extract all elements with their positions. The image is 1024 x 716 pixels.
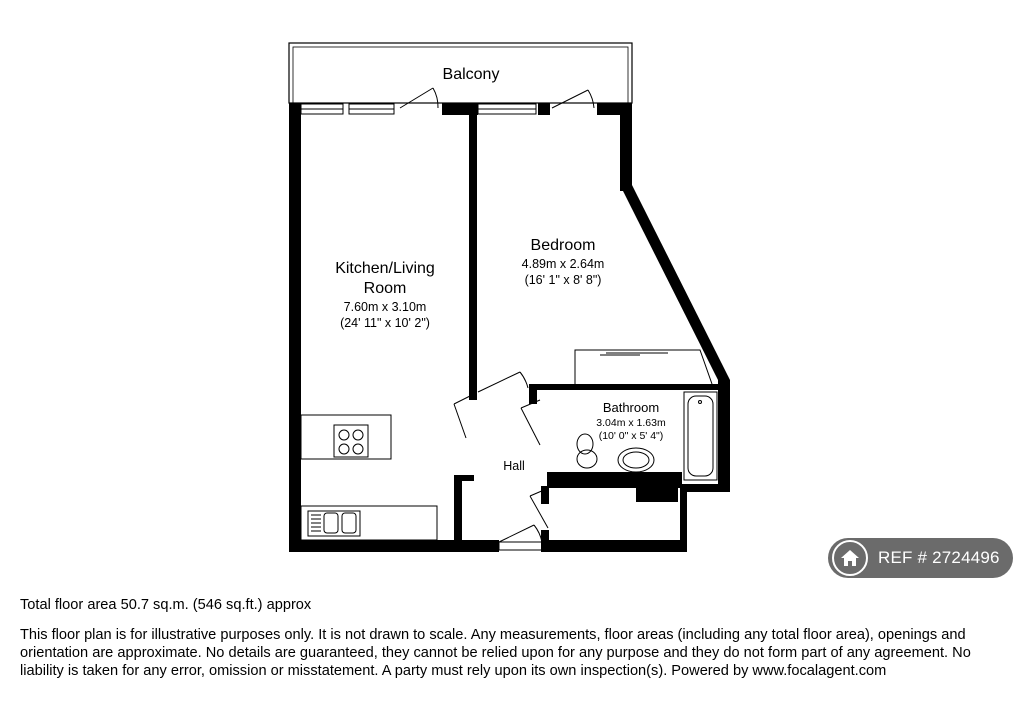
wardrobe (575, 350, 712, 384)
total-floor-area: Total floor area 50.7 sq.m. (546 sq.ft.) approx (20, 597, 312, 613)
kitchen-counter (301, 506, 437, 540)
kitchen-label-line1: Kitchen/Living (335, 260, 435, 277)
bedroom-size-metric: 4.89m x 2.64m (521, 257, 605, 271)
kitchen-size-metric: 7.60m x 3.10m (343, 300, 427, 314)
hall-label: Hall (503, 459, 525, 473)
bathroom-size-metric: 3.04m x 1.63m (596, 417, 666, 429)
kitchen-label-line2: Room (363, 280, 407, 297)
bathroom-label: Bathroom (602, 400, 660, 415)
bedroom-label: Bedroom (530, 237, 596, 254)
bathroom-size-imperial: (10' 0" x 5' 4") (598, 430, 664, 442)
kitchen-size-imperial: (24' 11" x 10' 2") (340, 316, 430, 330)
balcony-label: Balcony (442, 66, 500, 83)
house-icon (832, 540, 868, 576)
reference-badge (828, 538, 1013, 578)
kitchen-island (301, 415, 391, 459)
bedroom-size-imperial: (16' 1" x 8' 8") (524, 273, 602, 287)
reference-number: REF # 2724496 (878, 548, 1000, 567)
disclaimer-text: This floor plan is for illustrative purposes only. It is not drawn to scale. Any measurements, floor areas (including any total floor area), openings and orientation are approximate. No details are guaranteed, they cannot be relied upon for any purpose and they do not form part of any agreement. No liability is taken for any error, omission or misstatement. A party must rely upon its own inspection(s). Powered by www.focalagent.com (20, 627, 971, 679)
windows (301, 104, 536, 114)
